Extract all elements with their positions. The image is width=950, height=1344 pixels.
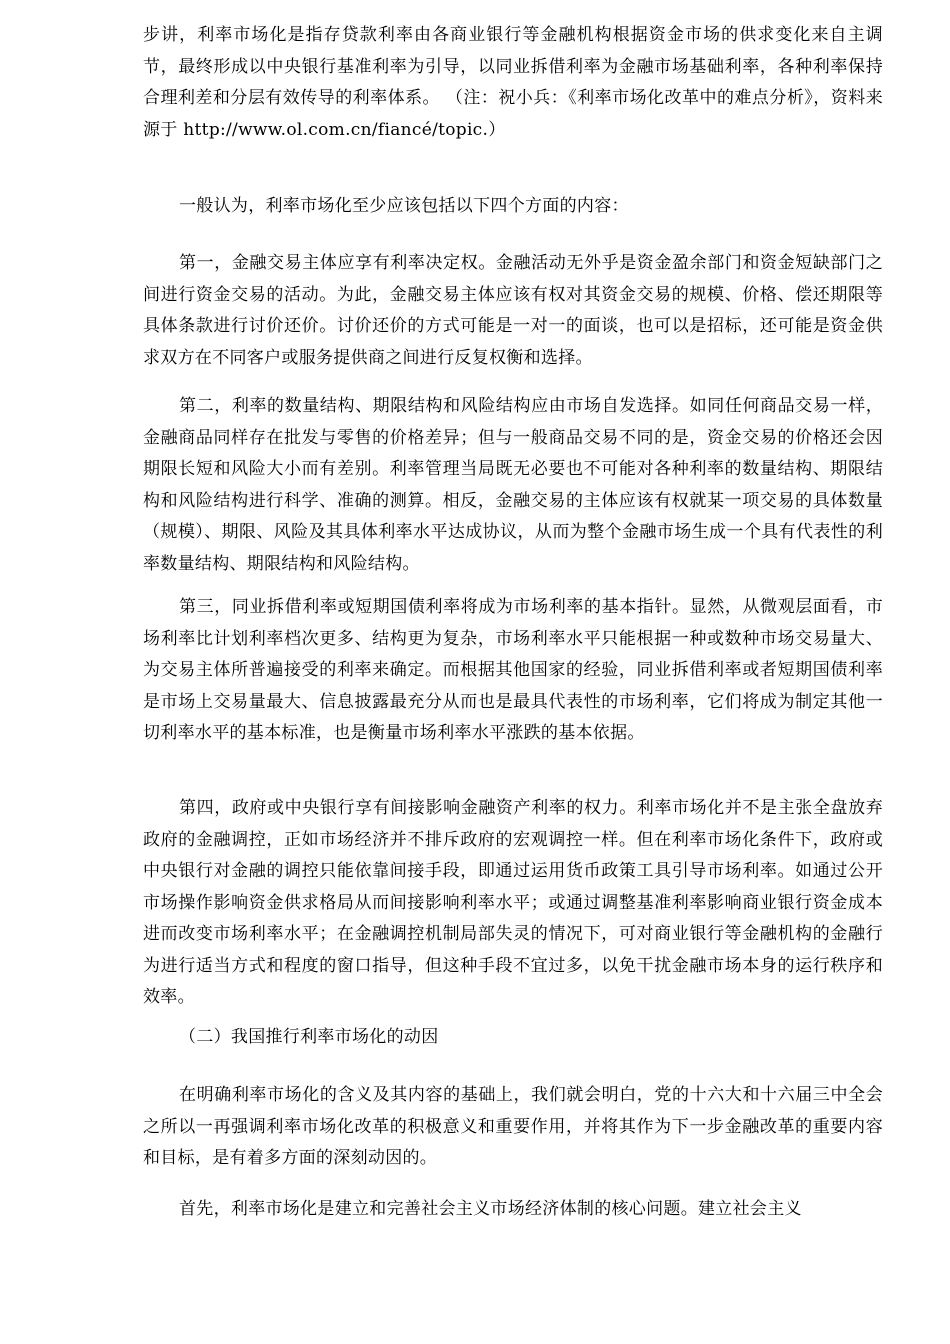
paragraph-fourth-aspect: 第四，政府或中央银行享有间接影响金融资产利率的权力。利率市场化并不是主张全盘放弃政府的金融调控，正如市场经济并不排斥政府的宏观调控一样。但在利率市场化条件下，政府或中央银行对金融的调控只能依靠间接手段，即通过运用货币政策工具引导市场利率。如通过公开市场操作影响资金供求格局从而间接影响利率水平；或通过调整基准利率影响商业银行资金成本进而改变市场利率水平；在金融调控机制局部失灵的情况下，可对商业银行等金融机构的金融行为进行适当方式和程度的窗口指导，但这种手段不宜过多，以免干扰金融市场本身的运行秩序和效率。 xyxy=(143,798,883,1007)
paragraph-first-reason: 首先，利率市场化是建立和完善社会主义市场经济体制的核心问题。建立社会主义 xyxy=(179,1199,802,1219)
paragraph-first-aspect: 第一，金融交易主体应享有利率决定权。金融活动无外乎是资金盈余部门和资金短缺部门之间进行资金交易的活动。为此，金融交易主体应该有权对其资金交易的规模、价格、偿还期限等具体条款进行讨价还价。讨价还价的方式可能是一对一的面谈，也可以是招标，还可能是资金供求双方在不同客户或服务提供商之间进行反复权衡和选择。 xyxy=(143,253,883,368)
paragraph-motivation-intro: 在明确利率市场化的含义及其内容的基础上，我们就会明白，党的十六大和十六届三中全会之所以一再强调利率市场化改革的积极意义和重要作用，并将其作为下一步金融改革的重要内容和目标，是有着多方面的深刻动因的。 xyxy=(143,1085,883,1168)
paragraph-intro-four-aspects: 一般认为，利率市场化至少应该包括以下四个方面的内容： xyxy=(179,196,629,216)
paragraph-second-aspect: 第二，利率的数量结构、期限结构和风险结构应由市场自发选择。如同任何商品交易一样，金融商品同样存在批发与零售的价格差异；但与一般商品交易不同的是，资金交易的价格还会因期限长短和风险大小而有差别。利率管理当局既无必要也不可能对各种利率的数量结构、期限结构和风险结构进行科学、准确的测算。相反，金融交易的主体应该有权就某一项交易的具体数量（规模）、期限、风险及其具体利率水平达成协议，从而为整个金融市场生成一个具有代表性的利率数量结构、期限结构和风险结构。 xyxy=(143,396,883,574)
paragraph-third-aspect: 第三，同业拆借利率或短期国债利率将成为市场利率的基本指针。显然，从微观层面看，市场利率比计划利率档次更多、结构更为复杂，市场利率水平只能根据一种或数种市场交易量大、为交易主体所普遍接受的利率来确定。而根据其他国家的经验，同业拆借利率或者短期国债利率是市场上交易量最大、信息披露最充分从而也是最具代表性的市场利率，它们将成为制定其他一切利率水平的基本标准，也是衡量市场利率水平涨跌的基本依据。 xyxy=(143,597,883,743)
section-heading: （二）我国推行利率市场化的动因 xyxy=(179,1027,439,1047)
paragraph-continuation: 步讲，利率市场化是指存贷款利率由各商业银行等金融机构根据资金市场的供求变化来自主调节，最终形成以中央银行基准利率为引导，以同业拆借利率为金融市场基础利率，各种利率保持合理利差和分层有效传导的利率体系。 （注：祝小兵：《利率市场化改革中的难点分析》，资料来源于 http://www.ol.com.cn/fiancé/topic.） xyxy=(143,25,883,140)
